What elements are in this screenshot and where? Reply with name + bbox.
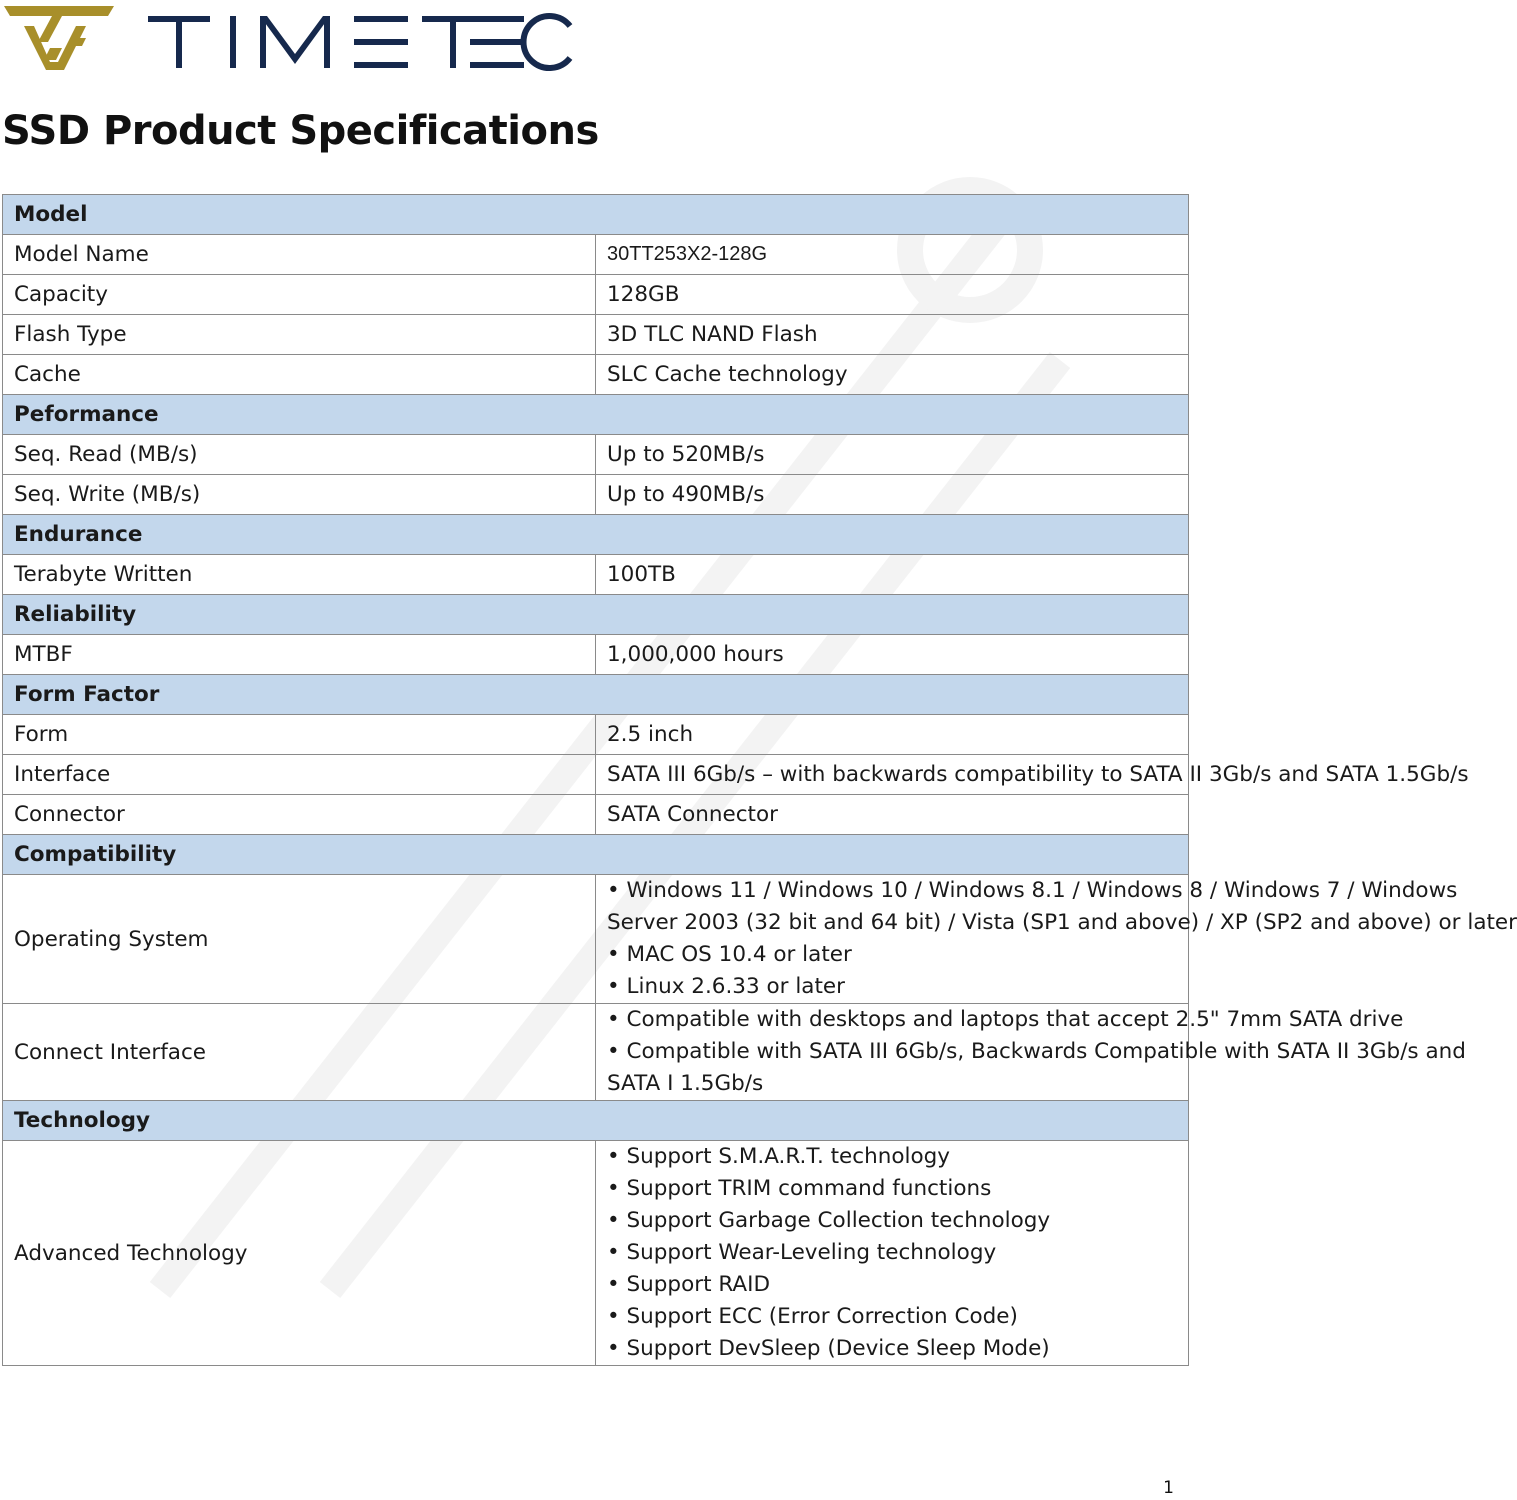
spec-value-line: Up to 520MB/s [607, 442, 765, 467]
section-header-row [3, 835, 1189, 875]
spec-value [596, 1141, 1189, 1366]
spec-label: Terabyte Written [3, 555, 596, 595]
spec-label: Connect Interface [3, 1004, 596, 1101]
spec-value [596, 795, 1189, 835]
spec-value-line: • Compatible with SATA III 6Gb/s, Backwards Compatible with SATA II 3Gb/s and [607, 1039, 1466, 1064]
spec-row [3, 795, 1189, 835]
spec-value [596, 715, 1189, 755]
spec-value-line: Server 2003 (32 bit and 64 bit) / Vista (SP1 and above) / XP (SP2 and above) or later [607, 910, 1517, 935]
section-heading: Reliability [3, 595, 1189, 635]
page-number: 1 [1163, 1478, 1174, 1498]
spec-label: Capacity [3, 275, 596, 315]
spec-value-line: 100TB [607, 562, 676, 587]
spec-value [596, 875, 1517, 1004]
spec-label: Advanced Technology [3, 1141, 596, 1366]
spec-label: Interface [3, 755, 596, 795]
spec-value-line: 1,000,000 hours [607, 642, 784, 667]
spec-row [3, 355, 1189, 395]
spec-value-line: • Linux 2.6.33 or later [607, 974, 845, 999]
spec-label: Form [3, 715, 596, 755]
spec-row [3, 755, 1189, 795]
spec-row [3, 475, 1189, 515]
spec-value-line: 3D TLC NAND Flash [607, 322, 818, 347]
timetec-logo [4, 4, 574, 72]
section-heading: Technology [3, 1101, 1189, 1141]
timetec-logo-image [4, 4, 574, 72]
spec-value-line: • Support Wear-Leveling technology [607, 1240, 997, 1265]
spec-label: Seq. Write (MB/s) [3, 475, 596, 515]
spec-value-line: SATA Connector [607, 802, 778, 827]
spec-label: Operating System [3, 875, 596, 1004]
spec-label: Model Name [3, 235, 596, 275]
spec-value-line: • Support Garbage Collection technology [607, 1208, 1051, 1233]
section-header-row [3, 395, 1189, 435]
spec-row [3, 235, 1189, 275]
spec-value-line: SATA I 1.5Gb/s [607, 1071, 764, 1096]
spec-value-line: • Support ECC (Error Correction Code) [607, 1304, 1018, 1329]
spec-row [3, 875, 1189, 1004]
spec-label: Connector [3, 795, 596, 835]
section-header-row [3, 595, 1189, 635]
spec-value [596, 555, 1189, 595]
spec-value [596, 635, 1189, 675]
spec-value [596, 355, 1189, 395]
spec-value [596, 475, 1189, 515]
spec-value-line: • Support TRIM command functions [607, 1176, 992, 1201]
section-header-row [3, 675, 1189, 715]
section-heading: Compatibility [3, 835, 1189, 875]
spec-value-line: 2.5 inch [607, 722, 694, 747]
spec-row [3, 1004, 1189, 1101]
spec-value-line: 30TT253X2-128G [607, 243, 768, 265]
spec-label: Flash Type [3, 315, 596, 355]
section-header-row [3, 195, 1189, 235]
section-heading: Form Factor [3, 675, 1189, 715]
spec-value-line: 128GB [607, 282, 680, 307]
spec-value-line: • Windows 11 / Windows 10 / Windows 8.1 / Windows 8 / Windows 7 / Windows [607, 878, 1458, 903]
spec-value [596, 315, 1189, 355]
spec-value [596, 1004, 1466, 1101]
section-heading: Peformance [3, 395, 1189, 435]
section-header-row [3, 1101, 1189, 1141]
spec-label: Cache [3, 355, 596, 395]
spec-value [596, 235, 1189, 275]
section-heading: Model [3, 195, 1189, 235]
spec-label: MTBF [3, 635, 596, 675]
spec-value-line: Up to 490MB/s [607, 482, 765, 507]
spec-value-line: • MAC OS 10.4 or later [607, 942, 852, 967]
spec-value [596, 435, 1189, 475]
spec-value-line: SLC Cache technology [607, 362, 848, 387]
spec-value [596, 755, 1469, 795]
spec-row [3, 635, 1189, 675]
section-heading: Endurance [3, 515, 1189, 555]
spec-row [3, 715, 1189, 755]
spec-row [3, 1141, 1189, 1366]
spec-row [3, 275, 1189, 315]
spec-value-line: • Support RAID [607, 1272, 771, 1297]
section-header-row [3, 515, 1189, 555]
spec-value [596, 275, 1189, 315]
spec-value-line: • Support DevSleep (Device Sleep Mode) [607, 1336, 1050, 1361]
spec-table [2, 194, 1517, 1366]
page-title: SSD Product Specifications [2, 108, 599, 154]
spec-row [3, 315, 1189, 355]
spec-label: Seq. Read (MB/s) [3, 435, 596, 475]
spec-row [3, 435, 1189, 475]
spec-value-line: • Support S.M.A.R.T. technology [607, 1144, 951, 1169]
spec-row [3, 555, 1189, 595]
spec-value-line: • Compatible with desktops and laptops that accept 2.5" 7mm SATA drive [607, 1007, 1404, 1032]
spec-value-line: SATA III 6Gb/s – with backwards compatibility to SATA II 3Gb/s and SATA 1.5Gb/s [607, 762, 1469, 787]
